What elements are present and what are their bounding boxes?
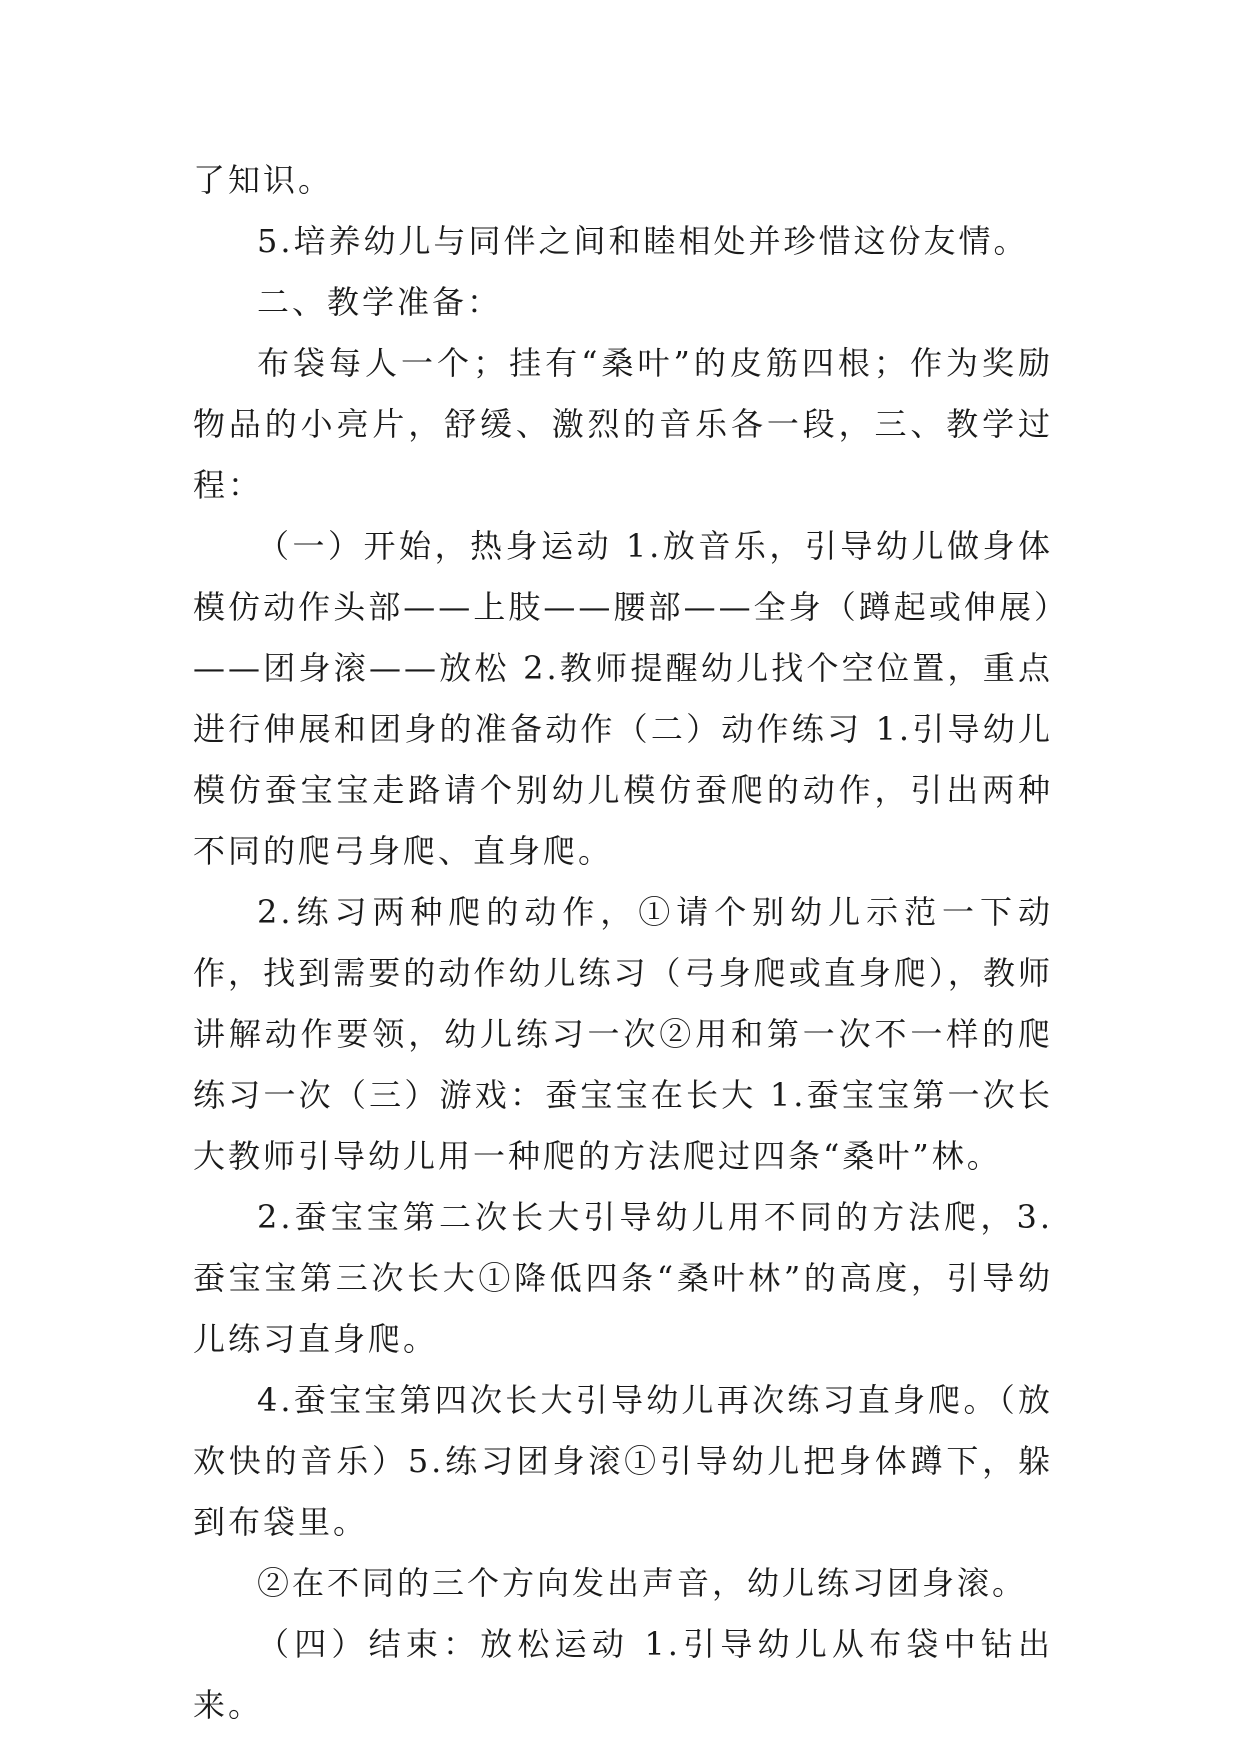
paragraph-2: 5.培养幼儿与同伴之间和睦相处并珍惜这份友情。 [257,222,1029,260]
paragraph-5: （一）开始，热身运动 1.放音乐，引导幼儿做身体模仿动作头部——上肢——腰部——全身（蹲起或伸展）——团身滚——放松 2.教师提醒幼儿找个空位置，重点进行伸展和团身的准备动作（二）动作练习 1.引导幼儿模仿蚕宝宝走路请个别幼儿模仿蚕爬的动作，引出两种不同的爬弓身爬、直身爬。 [193,527,1053,870]
paragraph-7: 2.蚕宝宝第二次长大引导幼儿用不同的方法爬，3.蚕宝宝第三次长大①降低四条“桑叶林”的高度，引导幼儿练习直身爬。 [193,1198,1053,1358]
paragraph-9: ②在不同的三个方向发出声音，幼儿练习团身滚。 [257,1564,1028,1602]
paragraph-1: 了知识。 [193,161,334,199]
paragraph-6: 2.练习两种爬的动作，①请个别幼儿示范一下动作，找到需要的动作幼儿练习（弓身爬或直身爬），教师讲解动作要领，幼儿练习一次②用和第一次不一样的爬练习一次（三）游戏：蚕宝宝在长大 1.蚕宝宝第一次长大教师引导幼儿用一种爬的方法爬过四条“桑叶”林。 [193,893,1053,1175]
document-body [193,150,1053,1736]
section-heading-preparation: 二、教学准备： [257,283,503,321]
paragraph-4: 布袋每人一个；挂有“桑叶”的皮筋四根；作为奖励物品的小亮片，舒缓、激烈的音乐各一段，三、教学过程： [193,344,1053,504]
paragraph-10: （四）结束：放松运动 1.引导幼儿从布袋中钻出来。 [193,1625,1053,1724]
paragraph-8: 4.蚕宝宝第四次长大引导幼儿再次练习直身爬。（放欢快的音乐）5.练习团身滚①引导幼儿把身体蹲下，躲到布袋里。 [193,1381,1053,1541]
